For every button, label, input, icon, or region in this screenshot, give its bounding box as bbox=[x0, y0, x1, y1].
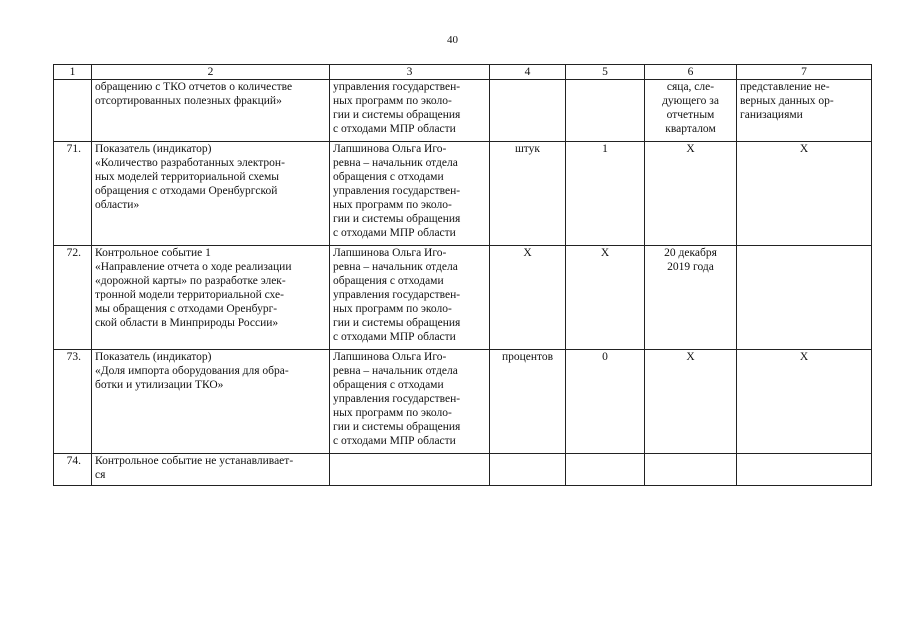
text-line: Лапшинова Ольга Иго- bbox=[333, 351, 447, 363]
responsible-cell bbox=[330, 454, 490, 486]
row-number-cell: 73. bbox=[54, 350, 92, 454]
text-line: отчетным bbox=[666, 109, 715, 121]
deadline-cell bbox=[645, 80, 737, 142]
text-line: «Доля импорта оборудования для обра- bbox=[95, 365, 289, 377]
note-cell bbox=[737, 454, 872, 486]
text-line: Показатель (индикатор) bbox=[95, 351, 212, 363]
text-line: 20 декабря bbox=[664, 247, 717, 259]
text-line: ся bbox=[95, 469, 106, 481]
text-line: мы обращения с отходами Оренбург- bbox=[95, 303, 278, 315]
table-header-row bbox=[54, 65, 872, 80]
table-row-73 bbox=[54, 350, 872, 454]
column-number-5: 5 bbox=[566, 65, 645, 80]
note-cell bbox=[737, 350, 872, 454]
text-line: управления государствен- bbox=[333, 185, 461, 197]
text-line: Х bbox=[686, 351, 695, 363]
column-number-7: 7 bbox=[737, 65, 872, 80]
page-number: 40 bbox=[447, 34, 458, 46]
text-line: кварталом bbox=[665, 123, 716, 135]
description-cell bbox=[92, 454, 330, 486]
text-line: управления государствен- bbox=[333, 393, 461, 405]
text-line: Лапшинова Ольга Иго- bbox=[333, 247, 447, 259]
text-line: обращения с отходами Оренбургской bbox=[95, 185, 278, 197]
text-line: «дорожной карты» по разработке элек- bbox=[95, 275, 286, 287]
value-cell: 1 bbox=[566, 142, 645, 246]
description-cell bbox=[92, 142, 330, 246]
text-line: дующего за bbox=[662, 95, 719, 107]
responsible-cell bbox=[330, 350, 490, 454]
text-line: Х bbox=[799, 351, 809, 363]
text-line: сяца, сле- bbox=[666, 81, 715, 93]
text-line: ганизациями bbox=[740, 109, 803, 121]
text-line: обращения с отходами bbox=[333, 171, 444, 183]
column-number-6: 6 bbox=[645, 65, 737, 80]
text-line: обращения с отходами bbox=[333, 379, 444, 391]
text-line: управления государствен- bbox=[333, 289, 461, 301]
measures-table bbox=[53, 64, 872, 486]
text-line: ных программ по эколо- bbox=[333, 407, 452, 419]
table-row-continuation bbox=[54, 80, 872, 142]
text-line: Х bbox=[686, 143, 695, 155]
text-line: представление не- bbox=[740, 81, 830, 93]
unit-cell: штук bbox=[490, 142, 566, 246]
text-line: обращению с ТКО отчетов о количестве bbox=[95, 81, 293, 93]
note-cell bbox=[737, 246, 872, 350]
text-line: ской области в Минприроды России» bbox=[95, 317, 279, 329]
text-line: ных программ по эколо- bbox=[333, 95, 452, 107]
text-line: гии и системы обращения bbox=[333, 109, 461, 121]
description-cell bbox=[92, 80, 330, 142]
unit-cell bbox=[490, 80, 566, 142]
text-line: с отходами МПР области bbox=[333, 331, 456, 343]
row-number-cell bbox=[54, 80, 92, 142]
text-line: с отходами МПР области bbox=[333, 435, 456, 447]
column-number-3: 3 bbox=[330, 65, 490, 80]
unit-cell: процентов bbox=[490, 350, 566, 454]
unit-cell: Х bbox=[490, 246, 566, 350]
text-line: Показатель (индикатор) bbox=[95, 143, 212, 155]
description-cell bbox=[92, 246, 330, 350]
column-number-4: 4 bbox=[490, 65, 566, 80]
text-line: Контрольное событие не устанавливает- bbox=[95, 455, 294, 467]
text-line: управления государствен- bbox=[333, 81, 461, 93]
text-line: ных программ по эколо- bbox=[333, 303, 452, 315]
row-number-cell: 72. bbox=[54, 246, 92, 350]
table-row-72 bbox=[54, 246, 872, 350]
text-line: области» bbox=[95, 199, 140, 211]
text-line: верных данных ор- bbox=[740, 95, 834, 107]
deadline-cell bbox=[645, 246, 737, 350]
text-line: Х bbox=[799, 143, 809, 155]
responsible-cell bbox=[330, 142, 490, 246]
text-line: гии и системы обращения bbox=[333, 317, 461, 329]
text-line: ботки и утилизации ТКО» bbox=[95, 379, 224, 391]
deadline-cell bbox=[645, 454, 737, 486]
text-line: ных программ по эколо- bbox=[333, 199, 452, 211]
text-line: ревна – начальник отдела bbox=[333, 157, 458, 169]
text-line: гии и системы обращения bbox=[333, 213, 461, 225]
value-cell: 0 bbox=[566, 350, 645, 454]
description-cell bbox=[92, 350, 330, 454]
deadline-cell bbox=[645, 142, 737, 246]
value-cell bbox=[566, 454, 645, 486]
text-line: с отходами МПР области bbox=[333, 227, 456, 239]
value-cell bbox=[566, 80, 645, 142]
column-number-2: 2 bbox=[92, 65, 330, 80]
table-row-74 bbox=[54, 454, 872, 486]
text-line: Контрольное событие 1 bbox=[95, 247, 211, 259]
text-line: ных моделей территориальной схемы bbox=[95, 171, 279, 183]
responsible-cell bbox=[330, 80, 490, 142]
table-row-71 bbox=[54, 142, 872, 246]
text-line: обращения с отходами bbox=[333, 275, 444, 287]
responsible-cell bbox=[330, 246, 490, 350]
text-line: с отходами МПР области bbox=[333, 123, 456, 135]
text-line: гии и системы обращения bbox=[333, 421, 461, 433]
text-line: отсортированных полезных фракций» bbox=[95, 95, 282, 107]
text-line: «Количество разработанных электрон- bbox=[95, 157, 285, 169]
note-cell bbox=[737, 80, 872, 142]
text-line: 2019 года bbox=[667, 261, 714, 273]
row-number-cell: 71. bbox=[54, 142, 92, 246]
value-cell: Х bbox=[566, 246, 645, 350]
text-line: тронной модели территориальной схе- bbox=[95, 289, 284, 301]
row-number-cell: 74. bbox=[54, 454, 92, 486]
note-cell bbox=[737, 142, 872, 246]
text-line: «Направление отчета о ходе реализации bbox=[95, 261, 292, 273]
deadline-cell bbox=[645, 350, 737, 454]
text-line: Лапшинова Ольга Иго- bbox=[333, 143, 447, 155]
text-line: ревна – начальник отдела bbox=[333, 261, 458, 273]
column-number-1: 1 bbox=[54, 65, 92, 80]
unit-cell bbox=[490, 454, 566, 486]
text-line: ревна – начальник отдела bbox=[333, 365, 458, 377]
